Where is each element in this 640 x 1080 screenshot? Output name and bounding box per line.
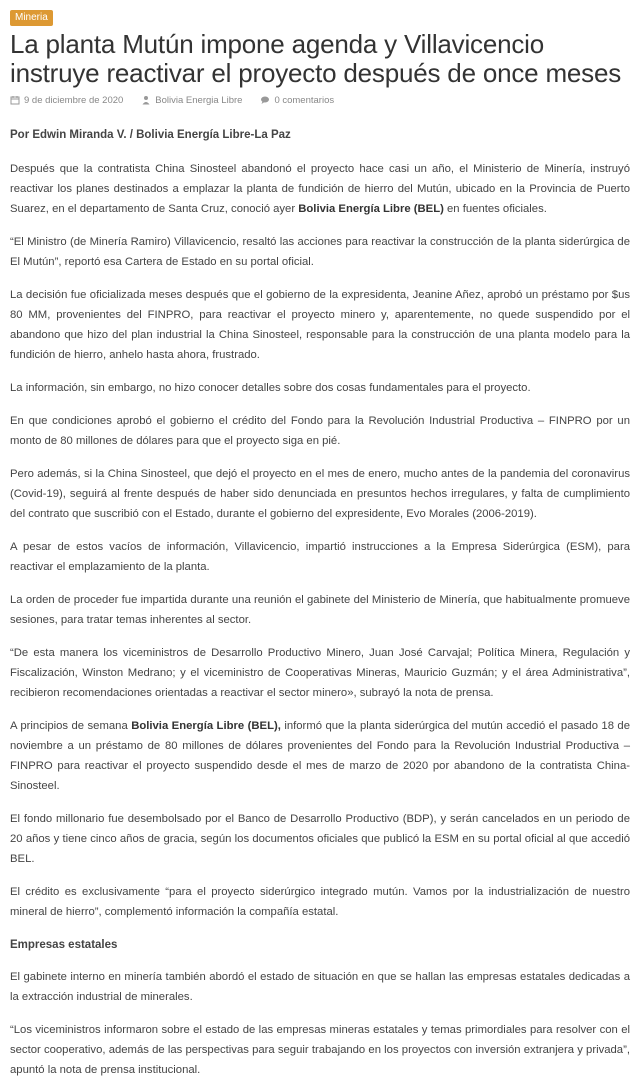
paragraph: El crédito es exclusivamente “para el proyecto siderúrgico integrado mutún. Vamos por la industrialización de nuestro mineral de hierro”, complementó información la compañía estatal. xyxy=(10,886,630,918)
bold-source: Bolivia Energía Libre (BEL), xyxy=(131,720,281,732)
paragraph: El fondo millonario fue desembolsado por el Banco de Desarrollo Productivo (BDP), y serán cancelados en un periodo de 20 años y tiene cinco años de gracia, según los documentos oficiales que publicó la ESM en su portal oficial al que accedió BEL. xyxy=(10,813,630,865)
paragraph: A pesar de estos vacíos de información, Villavicencio, impartió instrucciones a la Empresa Siderúrgica (ESM), para reactivar el emplazamiento de la planta. xyxy=(10,541,630,573)
post-date[interactable]: 9 de diciembre de 2020 xyxy=(24,94,124,106)
paragraph: La decisión fue oficializada meses después que el gobierno de la expresidenta, Jeanine Añez, aprobó un préstamo por $us 80 MM, provenientes del FINPRO, para reactivar el proyecto minero y, aparentemente, no quede suspendido por el abandono que hizo del plan industrial la China Sinosteel, responsable para la construcción de una planta modelo para la fundición de hierro, anhelo hasta ahora, frustrado. xyxy=(10,289,630,361)
paragraph: “De esta manera los viceministros de Desarrollo Productivo Minero, Juan José Carvajal; Política Minera, Regulación y Fiscalización, Winston Medrano; y el viceministro de Cooperativas Mineras, Mauricio Guzmán; y el área Administrativa”, recibieron recomendaciones orientadas a reactivar el sector minero», subrayó la nota de prensa. xyxy=(10,647,630,699)
paragraph: Pero además, si la China Sinosteel, que dejó el proyecto en el mes de enero, mucho antes de la pandemia del coronavirus (Covid-19), seguirá al frente después de haber sido denunciada en presuntos hechos irregulares, y falta de cumplimiento del contrato que suscribió con el Estado, durante el gobierno del expresidente, Evo Morales (2006-2019). xyxy=(10,468,630,520)
paragraph: “Los viceministros informaron sobre el estado de las empresas mineras estatales y temas primordiales para resolver con el sector cooperativo, además de las perspectivas para seguir trabajando en los proyectos con inversión extranjera y privada”, apuntó la nota de prensa institucional. xyxy=(10,1024,630,1076)
paragraph: La información, sin embargo, no hizo conocer detalles sobre dos cosas fundamentales para el proyecto. xyxy=(10,382,531,394)
paragraph: El gabinete interno en minería también abordó el estado de situación en que se hallan las empresas estatales dedicadas a la extracción industrial de minerales. xyxy=(10,971,630,1003)
paragraph: “El Ministro (de Minería Ramiro) Villavicencio, resaltó las acciones para reactivar la construcción de la planta siderúrgica de El Mutún”, reportó esa Cartera de Estado en su portal oficial. xyxy=(10,236,630,268)
post-author[interactable]: Bolivia Energia Libre xyxy=(155,94,243,106)
paragraph: En que condiciones aprobó el gobierno el crédito del Fondo para la Revolución Industrial Productiva – FINPRO por un monto de 80 millones de dólares para que el proyecto siga en pié. xyxy=(10,415,630,447)
comments-link[interactable]: 0 comentarios xyxy=(274,94,335,106)
user-icon xyxy=(141,95,151,105)
bold-source: Bolivia Energía Libre (BEL) xyxy=(298,203,444,215)
category-badge[interactable]: Mineria xyxy=(10,10,53,26)
article-title: La planta Mutún impone agenda y Villavicencio instruye reactivar el proyecto después de once meses xyxy=(10,29,622,88)
article-body xyxy=(10,159,630,1080)
comment-icon xyxy=(260,95,270,105)
paragraph: Después que la contratista China Sinosteel abandonó el proyecto hace casi un año, el Ministerio de Minería, instruyó reactivar los planes destinados a emplazar la planta de fundición de hierro del Mutún, ubicado en la Provincia de Puerto Suarez, en el departamento de Santa Cruz, conoció ayer Bolivia Energía Libre (BEL) en fuentes oficiales. xyxy=(10,163,630,215)
byline: Por Edwin Miranda V. / Bolivia Energía Libre-La Paz xyxy=(10,129,291,141)
paragraph: La orden de proceder fue impartida durante una reunión el gabinete del Ministerio de Minería, que habitualmente promueve sesiones, para tratar temas inherentes al sector. xyxy=(10,594,630,626)
calendar-icon xyxy=(10,95,20,105)
section-subheading: Empresas estatales xyxy=(10,939,118,951)
paragraph: A principios de semana Bolivia Energía Libre (BEL), informó que la planta siderúrgica del mutún accedió el pasado 18 de noviembre a un préstamo de 80 millones de dólares provenientes del Fondo para la Revolución Industrial Productiva – FINPRO para reactivar el proyecto suspendido desde el mes de marzo de 2020 por abandono de la contratista China-Sinosteel. xyxy=(10,720,630,792)
article-meta xyxy=(10,93,630,107)
